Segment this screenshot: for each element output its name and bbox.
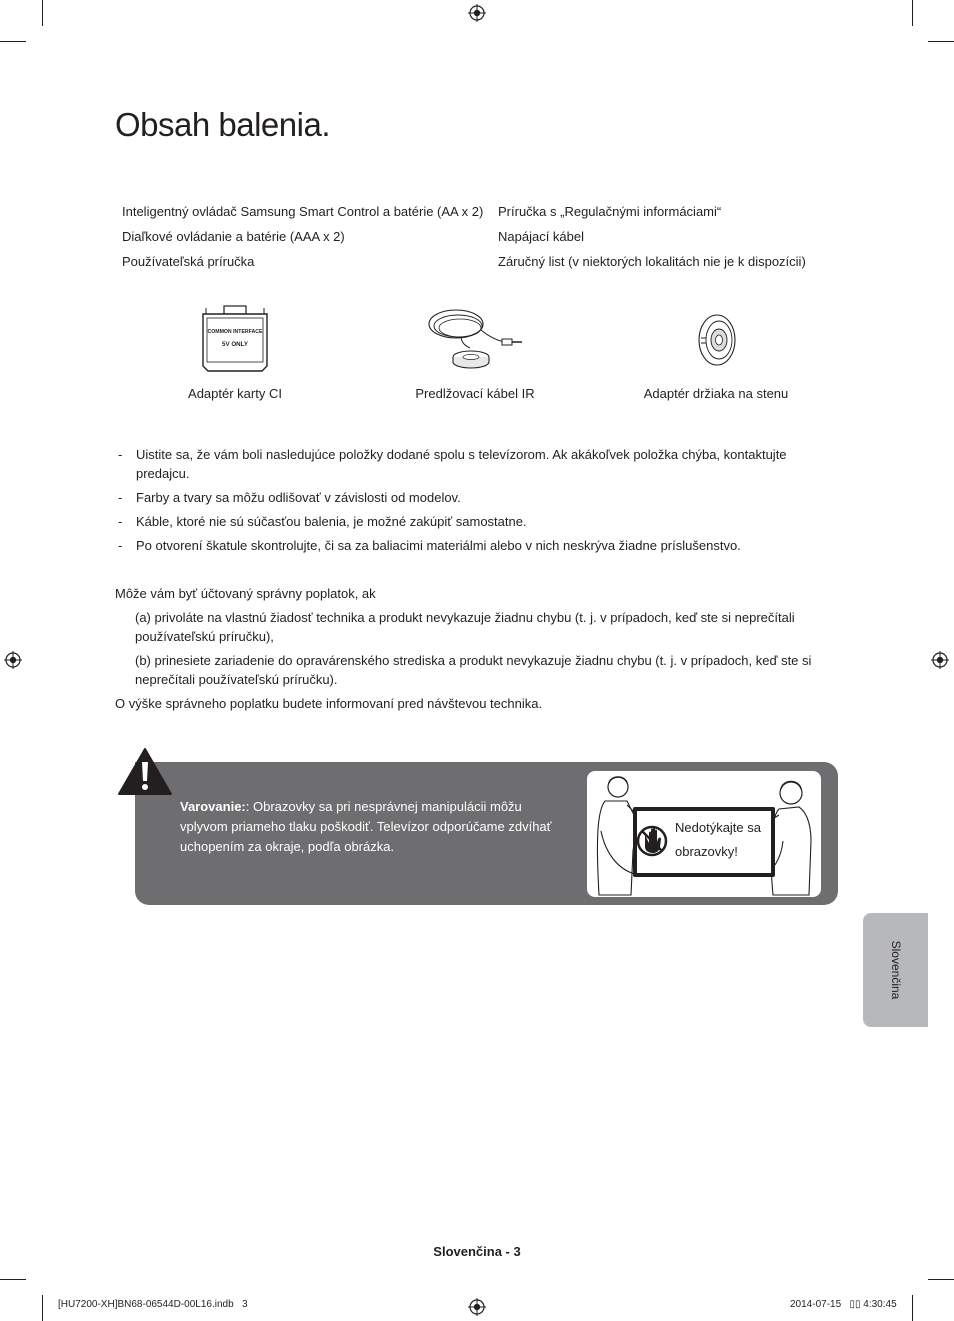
note-text: Káble, ktoré nie sú súčasťou balenia, je možné zakúpiť samostatne.: [136, 514, 527, 529]
fees-outro: O výške správneho poplatku budete informovaní pred návštevou technika.: [115, 696, 543, 711]
note-text: Uistite sa, že vám boli nasledujúce položky dodané spolu s televízorom. Ak akákoľvek položka chýba, kontaktujte predajcu.: [136, 447, 787, 481]
crop-mark: [912, 0, 913, 26]
language-tab-label: Slovenčina: [888, 940, 903, 1000]
accessory-label-wall-mount: Adaptér držiaka na stenu: [643, 386, 789, 401]
fees-item-a: (a) privoláte na vlastnú žiadosť technika a produkt nevykazuje žiadnu chybu (t. j. v prípadoch, keď ste si neprečítali používateľskú príručku),: [135, 610, 795, 644]
crop-mark: [42, 1295, 43, 1321]
crop-mark: [0, 1279, 26, 1280]
page-title: Obsah balenia.: [115, 106, 330, 143]
package-contents-right: [498, 199, 806, 274]
registration-mark-icon: [4, 651, 22, 669]
warning-label: Varovanie:: [180, 799, 246, 814]
ci-line2: 5V ONLY: [222, 341, 248, 348]
crop-mark: [928, 41, 954, 42]
fees-section: [115, 584, 815, 718]
list-item: Používateľská príručka: [122, 254, 255, 269]
registration-mark-icon: [468, 1298, 486, 1316]
crop-mark: [42, 0, 43, 26]
registration-mark-icon: [931, 651, 949, 669]
note-text: Farby a tvary sa môžu odlišovať v závislosti od modelov.: [136, 490, 461, 505]
list-item: - Farby a tvary sa môžu odlišovať v závislosti od modelov.: [118, 490, 461, 505]
language-tab: [863, 913, 928, 1027]
package-contents-left: [122, 199, 483, 274]
ci-line1: COMMON INTERFACE: [207, 329, 263, 335]
page-number: Slovenčina - 3: [433, 1244, 521, 1259]
list-item: - Po otvorení škatule skontrolujte, či sa za baliacimi materiálmi alebo v nich neskrýva žiadne príslušenstvo.: [118, 538, 741, 553]
notes-list: [115, 445, 815, 560]
ir-extender-cable-icon: [426, 302, 526, 374]
crop-mark: [928, 1279, 954, 1280]
list-item: Príručka s „Regulačnými informáciami“: [498, 204, 722, 219]
accessory-label-ci-adapter: Adaptér karty CI: [188, 386, 282, 401]
warning-sign-line2: obrazovky!: [675, 844, 738, 859]
fees-item-b: (b) prinesiete zariadenie do opravárenského strediska a produkt nevykazuje žiadnu chybu (t. j. v prípadoch, keď ste si neprečítali používateľskú príručku).: [135, 653, 812, 687]
fees-intro: Môže vám byť účtovaný správny poplatok, ak: [115, 586, 376, 601]
list-item: - Káble, ktoré nie sú súčasťou balenia, je možné zakúpiť samostatne.: [118, 514, 527, 529]
print-slug-left: [HU7200-XH]BN68-06544D-00L16.indb 3: [58, 1299, 248, 1310]
list-item: Napájací kábel: [498, 229, 584, 244]
registration-mark-icon: [468, 4, 486, 22]
crop-mark: [912, 1295, 913, 1321]
crop-mark: [0, 41, 26, 42]
wall-mount-adapter-icon: [694, 312, 740, 368]
warning-triangle-icon: [117, 747, 173, 797]
note-text: Po otvorení škatule skontrolujte, či sa za baliacimi materiálmi alebo v nich neskrýva žiadne príslušenstvo.: [136, 538, 741, 553]
warning-body: : Obrazovky sa pri nesprávnej manipulácii môžu vplyvom priameho tlaku poškodiť. Televízor odporúčame zdvíhať uchopením za okraje, podľa obrázka.: [180, 799, 552, 854]
list-item: Inteligentný ovládač Samsung Smart Control a batérie (AA x 2): [122, 204, 484, 219]
list-item: - Uistite sa, že vám boli nasledujúce položky dodané spolu s televízorom. Ak akákoľvek položka chýba, kontaktujte predajcu.: [118, 447, 787, 481]
print-slug-right: 2014-07-15 ▯▯ 4:30:45: [790, 1299, 897, 1310]
ci-card-adapter-icon: [198, 304, 272, 374]
list-item: Diaľkové ovládanie a batérie (AAA x 2): [122, 229, 345, 244]
warning-text: [180, 797, 570, 857]
handling-illustration: [587, 771, 821, 897]
accessory-label-ir-cable: Predlžovací kábel IR: [415, 386, 535, 401]
list-item: Záručný list (v niektorých lokalitách nie je k dispozícii): [498, 254, 806, 269]
warning-sign-line1: Nedotýkajte sa: [675, 820, 761, 835]
